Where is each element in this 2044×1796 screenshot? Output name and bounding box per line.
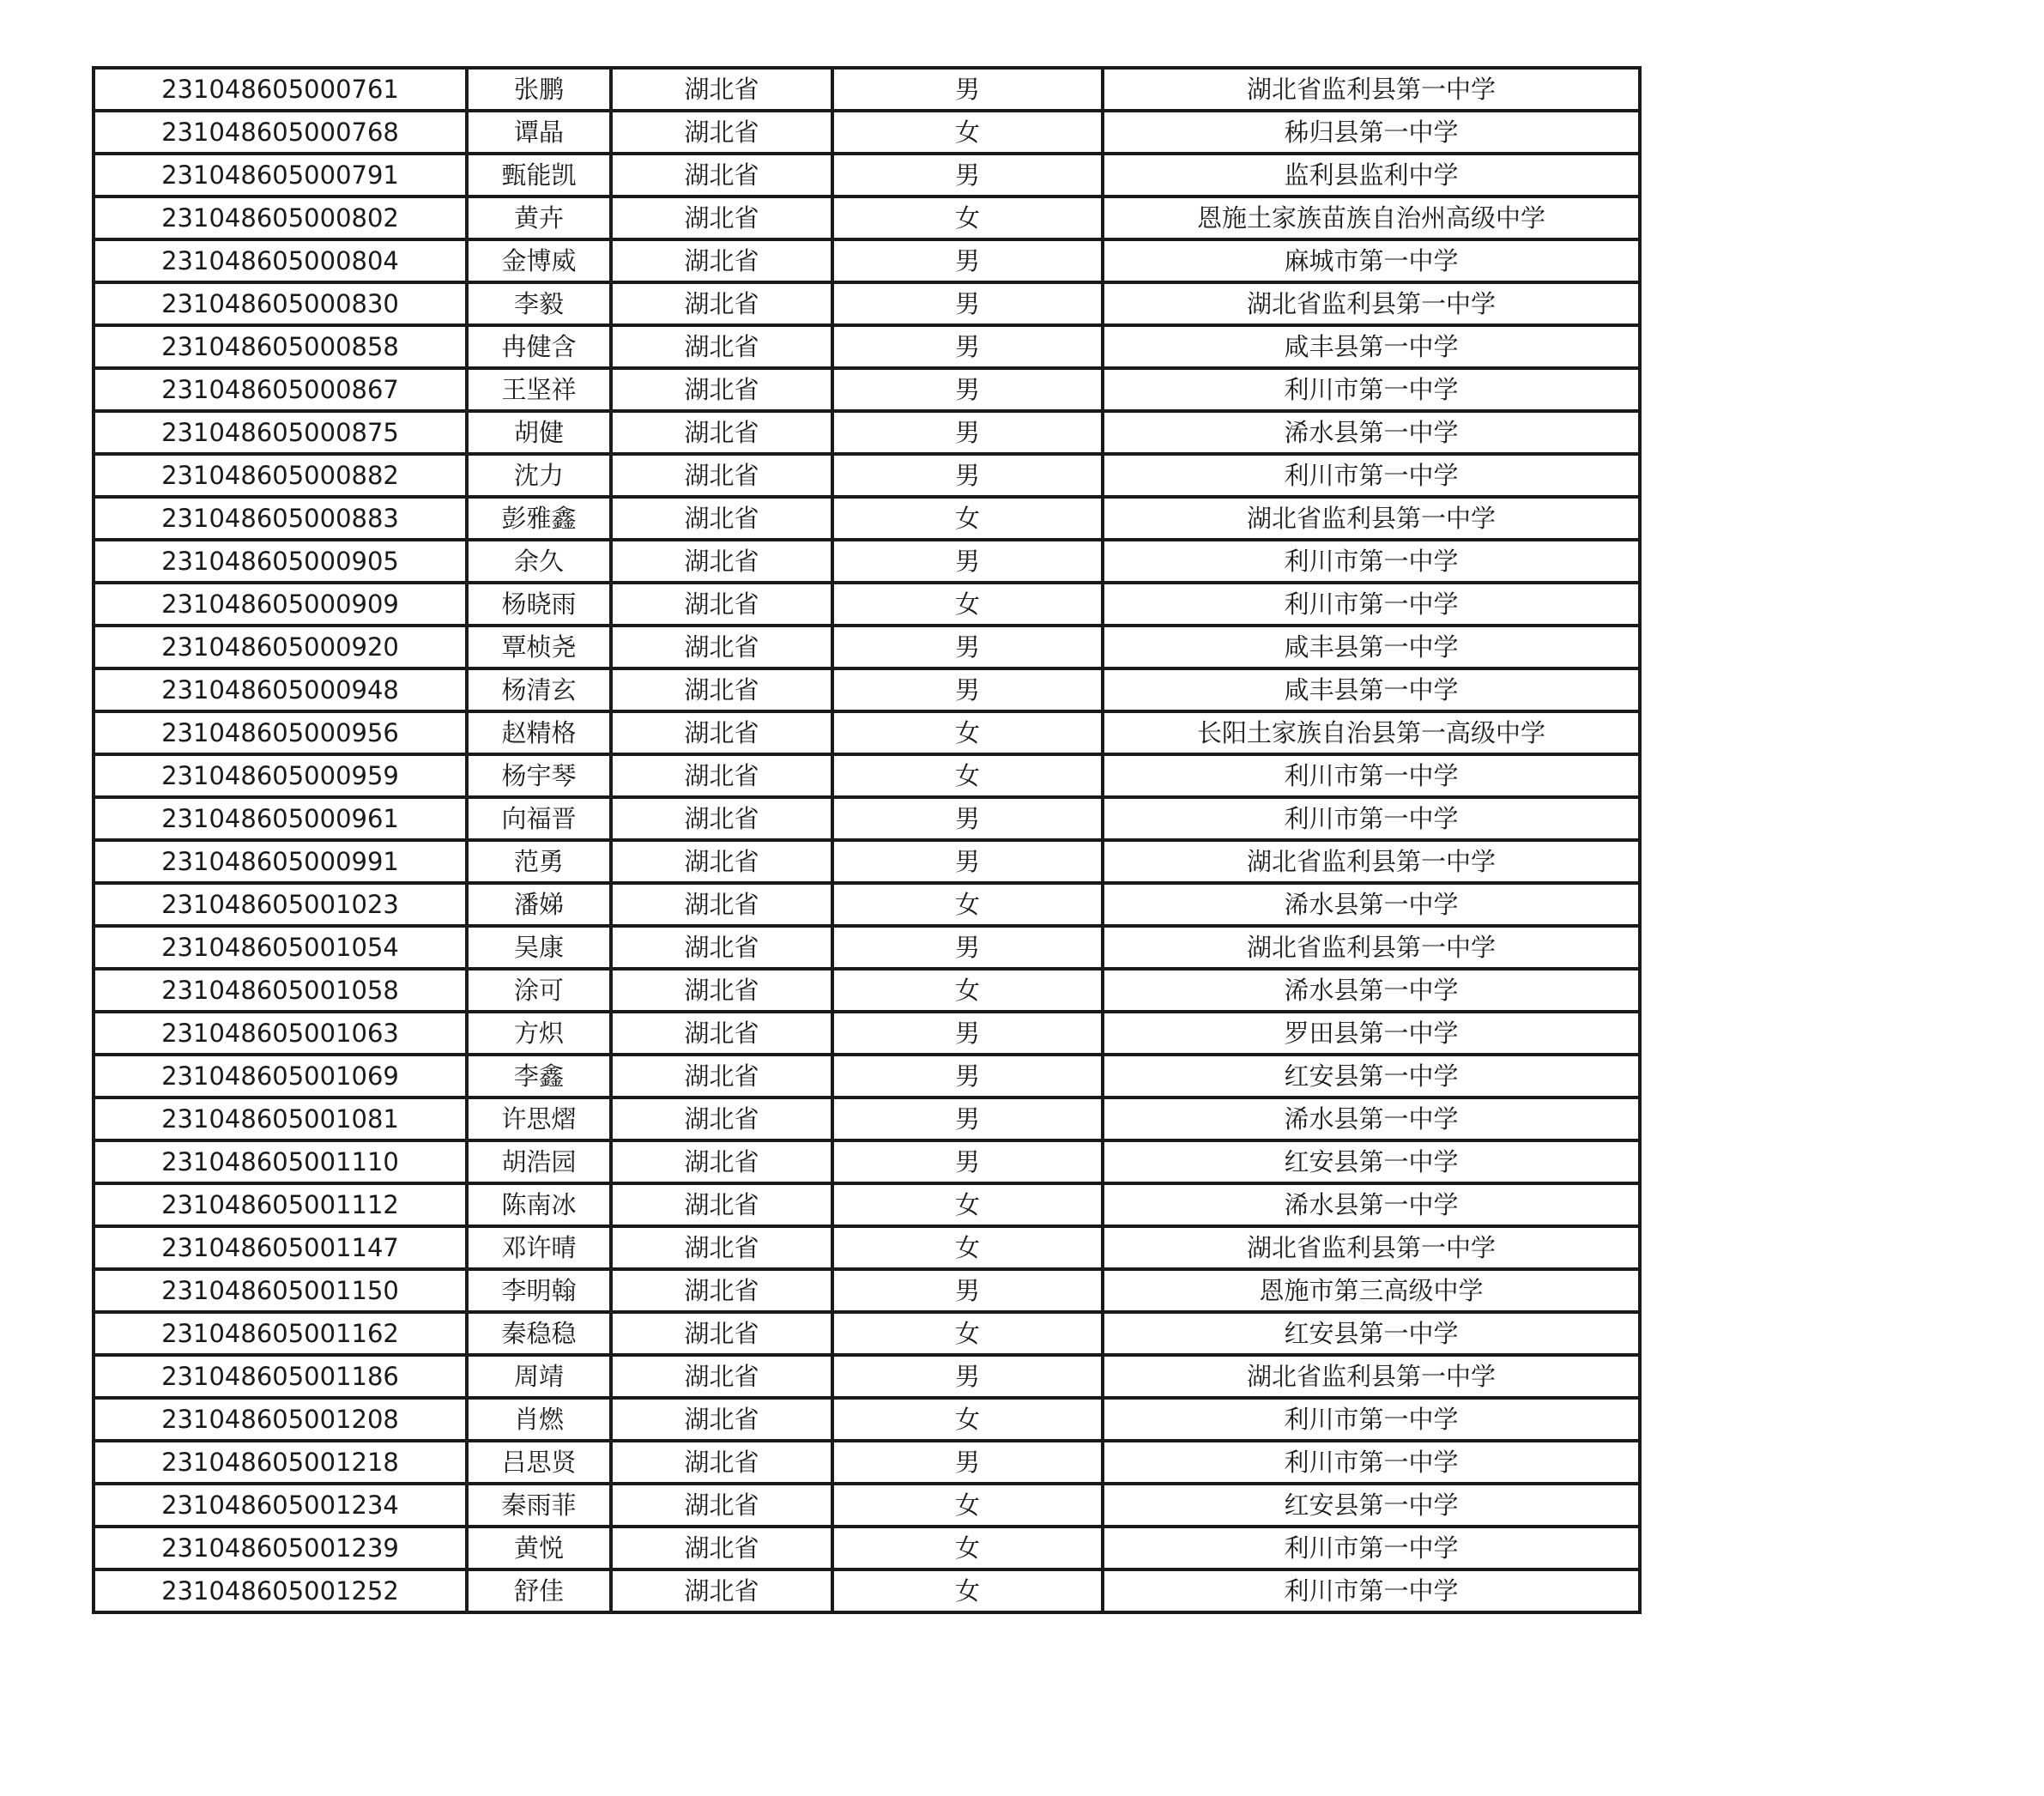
school-cell: 浠水县第一中学 bbox=[1103, 1098, 1640, 1140]
candidate-id-cell: 231048605001147 bbox=[94, 1226, 467, 1269]
candidate-id-cell: 231048605000867 bbox=[94, 368, 467, 411]
gender-cell: 女 bbox=[832, 583, 1103, 626]
student-name-cell: 冉健含 bbox=[467, 325, 611, 368]
province-cell: 湖北省 bbox=[611, 1312, 832, 1355]
candidate-id-cell: 231048605000802 bbox=[94, 197, 467, 239]
candidate-id-cell: 231048605000920 bbox=[94, 626, 467, 668]
school-cell: 红安县第一中学 bbox=[1103, 1484, 1640, 1527]
table-row bbox=[94, 1398, 1640, 1441]
student-name-cell: 陈南冰 bbox=[467, 1183, 611, 1226]
student-name-cell: 甄能凯 bbox=[467, 154, 611, 197]
gender-cell: 女 bbox=[832, 754, 1103, 797]
table-row bbox=[94, 1269, 1640, 1312]
student-name-cell: 涂可 bbox=[467, 969, 611, 1012]
student-name-cell: 李毅 bbox=[467, 282, 611, 325]
student-name-cell: 潘娣 bbox=[467, 883, 611, 926]
province-cell: 湖北省 bbox=[611, 497, 832, 540]
table-row bbox=[94, 197, 1640, 239]
province-cell: 湖北省 bbox=[611, 754, 832, 797]
table-row bbox=[94, 1140, 1640, 1183]
gender-cell: 男 bbox=[832, 1355, 1103, 1398]
province-cell: 湖北省 bbox=[611, 1269, 832, 1312]
gender-cell: 男 bbox=[832, 668, 1103, 711]
school-cell: 利川市第一中学 bbox=[1103, 1527, 1640, 1569]
school-cell: 湖北省监利县第一中学 bbox=[1103, 497, 1640, 540]
table-row bbox=[94, 325, 1640, 368]
candidate-id-cell: 231048605000883 bbox=[94, 497, 467, 540]
table-row bbox=[94, 111, 1640, 154]
gender-cell: 女 bbox=[832, 883, 1103, 926]
table-row bbox=[94, 1312, 1640, 1355]
province-cell: 湖北省 bbox=[611, 1569, 832, 1612]
table-row bbox=[94, 668, 1640, 711]
student-name-cell: 范勇 bbox=[467, 840, 611, 883]
school-cell: 咸丰县第一中学 bbox=[1103, 626, 1640, 668]
gender-cell: 女 bbox=[832, 969, 1103, 1012]
table-row bbox=[94, 1355, 1640, 1398]
gender-cell: 男 bbox=[832, 1269, 1103, 1312]
candidate-id-cell: 231048605000768 bbox=[94, 111, 467, 154]
candidate-id-cell: 231048605001069 bbox=[94, 1055, 467, 1098]
candidate-id-cell: 231048605001208 bbox=[94, 1398, 467, 1441]
school-cell: 湖北省监利县第一中学 bbox=[1103, 1355, 1640, 1398]
province-cell: 湖北省 bbox=[611, 68, 832, 111]
province-cell: 湖北省 bbox=[611, 1484, 832, 1527]
gender-cell: 女 bbox=[832, 1484, 1103, 1527]
candidate-id-cell: 231048605001063 bbox=[94, 1012, 467, 1055]
province-cell: 湖北省 bbox=[611, 797, 832, 840]
student-name-cell: 谭晶 bbox=[467, 111, 611, 154]
candidate-id-cell: 231048605001252 bbox=[94, 1569, 467, 1612]
candidate-id-cell: 231048605001023 bbox=[94, 883, 467, 926]
student-name-cell: 金博威 bbox=[467, 239, 611, 282]
student-name-cell: 向福晋 bbox=[467, 797, 611, 840]
province-cell: 湖北省 bbox=[611, 883, 832, 926]
province-cell: 湖北省 bbox=[611, 325, 832, 368]
school-cell: 湖北省监利县第一中学 bbox=[1103, 282, 1640, 325]
gender-cell: 女 bbox=[832, 197, 1103, 239]
school-cell: 麻城市第一中学 bbox=[1103, 239, 1640, 282]
table-row bbox=[94, 497, 1640, 540]
candidate-id-cell: 231048605000905 bbox=[94, 540, 467, 583]
student-name-cell: 胡健 bbox=[467, 411, 611, 454]
province-cell: 湖北省 bbox=[611, 1226, 832, 1269]
student-name-cell: 余久 bbox=[467, 540, 611, 583]
school-cell: 浠水县第一中学 bbox=[1103, 883, 1640, 926]
gender-cell: 女 bbox=[832, 497, 1103, 540]
table-row bbox=[94, 282, 1640, 325]
gender-cell: 男 bbox=[832, 926, 1103, 969]
candidate-id-cell: 231048605001058 bbox=[94, 969, 467, 1012]
table-row bbox=[94, 1527, 1640, 1569]
province-cell: 湖北省 bbox=[611, 840, 832, 883]
province-cell: 湖北省 bbox=[611, 1527, 832, 1569]
student-name-cell: 杨清玄 bbox=[467, 668, 611, 711]
school-cell: 湖北省监利县第一中学 bbox=[1103, 926, 1640, 969]
school-cell: 利川市第一中学 bbox=[1103, 1569, 1640, 1612]
gender-cell: 男 bbox=[832, 1055, 1103, 1098]
table-row bbox=[94, 797, 1640, 840]
province-cell: 湖北省 bbox=[611, 454, 832, 497]
province-cell: 湖北省 bbox=[611, 1012, 832, 1055]
province-cell: 湖北省 bbox=[611, 411, 832, 454]
candidate-id-cell: 231048605001162 bbox=[94, 1312, 467, 1355]
table-row bbox=[94, 454, 1640, 497]
province-cell: 湖北省 bbox=[611, 282, 832, 325]
student-name-cell: 张鹏 bbox=[467, 68, 611, 111]
province-cell: 湖北省 bbox=[611, 1098, 832, 1140]
school-cell: 咸丰县第一中学 bbox=[1103, 325, 1640, 368]
table-row bbox=[94, 1226, 1640, 1269]
table-row bbox=[94, 754, 1640, 797]
gender-cell: 男 bbox=[832, 68, 1103, 111]
student-name-cell: 秦稳稳 bbox=[467, 1312, 611, 1355]
gender-cell: 男 bbox=[832, 325, 1103, 368]
candidate-id-cell: 231048605000804 bbox=[94, 239, 467, 282]
student-name-cell: 秦雨菲 bbox=[467, 1484, 611, 1527]
gender-cell: 男 bbox=[832, 282, 1103, 325]
province-cell: 湖北省 bbox=[611, 111, 832, 154]
candidate-id-cell: 231048605001081 bbox=[94, 1098, 467, 1140]
candidate-id-cell: 231048605000959 bbox=[94, 754, 467, 797]
school-cell: 湖北省监利县第一中学 bbox=[1103, 68, 1640, 111]
candidate-id-cell: 231048605000909 bbox=[94, 583, 467, 626]
school-cell: 浠水县第一中学 bbox=[1103, 1183, 1640, 1226]
candidate-id-cell: 231048605000875 bbox=[94, 411, 467, 454]
table-row bbox=[94, 1012, 1640, 1055]
gender-cell: 女 bbox=[832, 711, 1103, 754]
table-row bbox=[94, 926, 1640, 969]
gender-cell: 男 bbox=[832, 1012, 1103, 1055]
roster-body bbox=[94, 68, 1640, 1612]
candidate-id-cell: 231048605001239 bbox=[94, 1527, 467, 1569]
school-cell: 红安县第一中学 bbox=[1103, 1312, 1640, 1355]
table-row bbox=[94, 239, 1640, 282]
school-cell: 利川市第一中学 bbox=[1103, 540, 1640, 583]
school-cell: 利川市第一中学 bbox=[1103, 754, 1640, 797]
student-name-cell: 胡浩园 bbox=[467, 1140, 611, 1183]
candidate-id-cell: 231048605001234 bbox=[94, 1484, 467, 1527]
candidate-id-cell: 231048605000830 bbox=[94, 282, 467, 325]
gender-cell: 女 bbox=[832, 1569, 1103, 1612]
gender-cell: 男 bbox=[832, 540, 1103, 583]
province-cell: 湖北省 bbox=[611, 711, 832, 754]
province-cell: 湖北省 bbox=[611, 626, 832, 668]
school-cell: 浠水县第一中学 bbox=[1103, 411, 1640, 454]
school-cell: 恩施市第三高级中学 bbox=[1103, 1269, 1640, 1312]
school-cell: 红安县第一中学 bbox=[1103, 1140, 1640, 1183]
province-cell: 湖北省 bbox=[611, 540, 832, 583]
province-cell: 湖北省 bbox=[611, 668, 832, 711]
student-name-cell: 李明翰 bbox=[467, 1269, 611, 1312]
school-cell: 罗田县第一中学 bbox=[1103, 1012, 1640, 1055]
student-name-cell: 杨晓雨 bbox=[467, 583, 611, 626]
candidate-id-cell: 231048605001110 bbox=[94, 1140, 467, 1183]
candidate-id-cell: 231048605000882 bbox=[94, 454, 467, 497]
student-name-cell: 杨宇琴 bbox=[467, 754, 611, 797]
province-cell: 湖北省 bbox=[611, 1140, 832, 1183]
student-name-cell: 覃桢尧 bbox=[467, 626, 611, 668]
gender-cell: 男 bbox=[832, 1140, 1103, 1183]
school-cell: 湖北省监利县第一中学 bbox=[1103, 840, 1640, 883]
school-cell: 利川市第一中学 bbox=[1103, 1398, 1640, 1441]
gender-cell: 女 bbox=[832, 1312, 1103, 1355]
student-name-cell: 王坚祥 bbox=[467, 368, 611, 411]
table-row bbox=[94, 583, 1640, 626]
student-roster-table bbox=[92, 66, 1642, 1614]
table-row bbox=[94, 1055, 1640, 1098]
candidate-id-cell: 231048605001186 bbox=[94, 1355, 467, 1398]
gender-cell: 女 bbox=[832, 1398, 1103, 1441]
candidate-id-cell: 231048605001150 bbox=[94, 1269, 467, 1312]
table-row bbox=[94, 368, 1640, 411]
table-row bbox=[94, 1183, 1640, 1226]
province-cell: 湖北省 bbox=[611, 368, 832, 411]
school-cell: 长阳土家族自治县第一高级中学 bbox=[1103, 711, 1640, 754]
student-name-cell: 黄悦 bbox=[467, 1527, 611, 1569]
school-cell: 红安县第一中学 bbox=[1103, 1055, 1640, 1098]
gender-cell: 女 bbox=[832, 1527, 1103, 1569]
gender-cell: 男 bbox=[832, 239, 1103, 282]
candidate-id-cell: 231048605000791 bbox=[94, 154, 467, 197]
table-row bbox=[94, 540, 1640, 583]
gender-cell: 女 bbox=[832, 111, 1103, 154]
table-row bbox=[94, 626, 1640, 668]
province-cell: 湖北省 bbox=[611, 1355, 832, 1398]
candidate-id-cell: 231048605000961 bbox=[94, 797, 467, 840]
school-cell: 利川市第一中学 bbox=[1103, 583, 1640, 626]
table-row bbox=[94, 1569, 1640, 1612]
student-name-cell: 彭雅鑫 bbox=[467, 497, 611, 540]
school-cell: 利川市第一中学 bbox=[1103, 454, 1640, 497]
student-name-cell: 李鑫 bbox=[467, 1055, 611, 1098]
student-name-cell: 许思熠 bbox=[467, 1098, 611, 1140]
school-cell: 恩施土家族苗族自治州高级中学 bbox=[1103, 197, 1640, 239]
table-row bbox=[94, 969, 1640, 1012]
province-cell: 湖北省 bbox=[611, 926, 832, 969]
table-row bbox=[94, 68, 1640, 111]
gender-cell: 女 bbox=[832, 1226, 1103, 1269]
province-cell: 湖北省 bbox=[611, 197, 832, 239]
gender-cell: 男 bbox=[832, 154, 1103, 197]
province-cell: 湖北省 bbox=[611, 1441, 832, 1484]
gender-cell: 女 bbox=[832, 1183, 1103, 1226]
student-name-cell: 周靖 bbox=[467, 1355, 611, 1398]
gender-cell: 男 bbox=[832, 411, 1103, 454]
gender-cell: 男 bbox=[832, 1441, 1103, 1484]
school-cell: 监利县监利中学 bbox=[1103, 154, 1640, 197]
gender-cell: 男 bbox=[832, 368, 1103, 411]
candidate-id-cell: 231048605000991 bbox=[94, 840, 467, 883]
table-row bbox=[94, 840, 1640, 883]
province-cell: 湖北省 bbox=[611, 969, 832, 1012]
student-name-cell: 舒佳 bbox=[467, 1569, 611, 1612]
candidate-id-cell: 231048605000956 bbox=[94, 711, 467, 754]
school-cell: 利川市第一中学 bbox=[1103, 797, 1640, 840]
table-row bbox=[94, 1484, 1640, 1527]
student-name-cell: 方炽 bbox=[467, 1012, 611, 1055]
province-cell: 湖北省 bbox=[611, 1055, 832, 1098]
table-row bbox=[94, 883, 1640, 926]
candidate-id-cell: 231048605001112 bbox=[94, 1183, 467, 1226]
gender-cell: 男 bbox=[832, 1098, 1103, 1140]
candidate-id-cell: 231048605001054 bbox=[94, 926, 467, 969]
school-cell: 咸丰县第一中学 bbox=[1103, 668, 1640, 711]
school-cell: 利川市第一中学 bbox=[1103, 368, 1640, 411]
school-cell: 秭归县第一中学 bbox=[1103, 111, 1640, 154]
gender-cell: 男 bbox=[832, 626, 1103, 668]
table-row bbox=[94, 711, 1640, 754]
student-name-cell: 肖燃 bbox=[467, 1398, 611, 1441]
province-cell: 湖北省 bbox=[611, 583, 832, 626]
candidate-id-cell: 231048605000858 bbox=[94, 325, 467, 368]
student-name-cell: 吴康 bbox=[467, 926, 611, 969]
candidate-id-cell: 231048605000761 bbox=[94, 68, 467, 111]
province-cell: 湖北省 bbox=[611, 239, 832, 282]
gender-cell: 男 bbox=[832, 797, 1103, 840]
student-name-cell: 赵精格 bbox=[467, 711, 611, 754]
table-row bbox=[94, 154, 1640, 197]
province-cell: 湖北省 bbox=[611, 1398, 832, 1441]
school-cell: 湖北省监利县第一中学 bbox=[1103, 1226, 1640, 1269]
table-row bbox=[94, 411, 1640, 454]
candidate-id-cell: 231048605001218 bbox=[94, 1441, 467, 1484]
student-name-cell: 沈力 bbox=[467, 454, 611, 497]
student-name-cell: 吕思贤 bbox=[467, 1441, 611, 1484]
student-name-cell: 黄卉 bbox=[467, 197, 611, 239]
table-row bbox=[94, 1098, 1640, 1140]
province-cell: 湖北省 bbox=[611, 1183, 832, 1226]
gender-cell: 男 bbox=[832, 454, 1103, 497]
table-row bbox=[94, 1441, 1640, 1484]
candidate-id-cell: 231048605000948 bbox=[94, 668, 467, 711]
gender-cell: 男 bbox=[832, 840, 1103, 883]
school-cell: 利川市第一中学 bbox=[1103, 1441, 1640, 1484]
student-name-cell: 邓许晴 bbox=[467, 1226, 611, 1269]
province-cell: 湖北省 bbox=[611, 154, 832, 197]
school-cell: 浠水县第一中学 bbox=[1103, 969, 1640, 1012]
